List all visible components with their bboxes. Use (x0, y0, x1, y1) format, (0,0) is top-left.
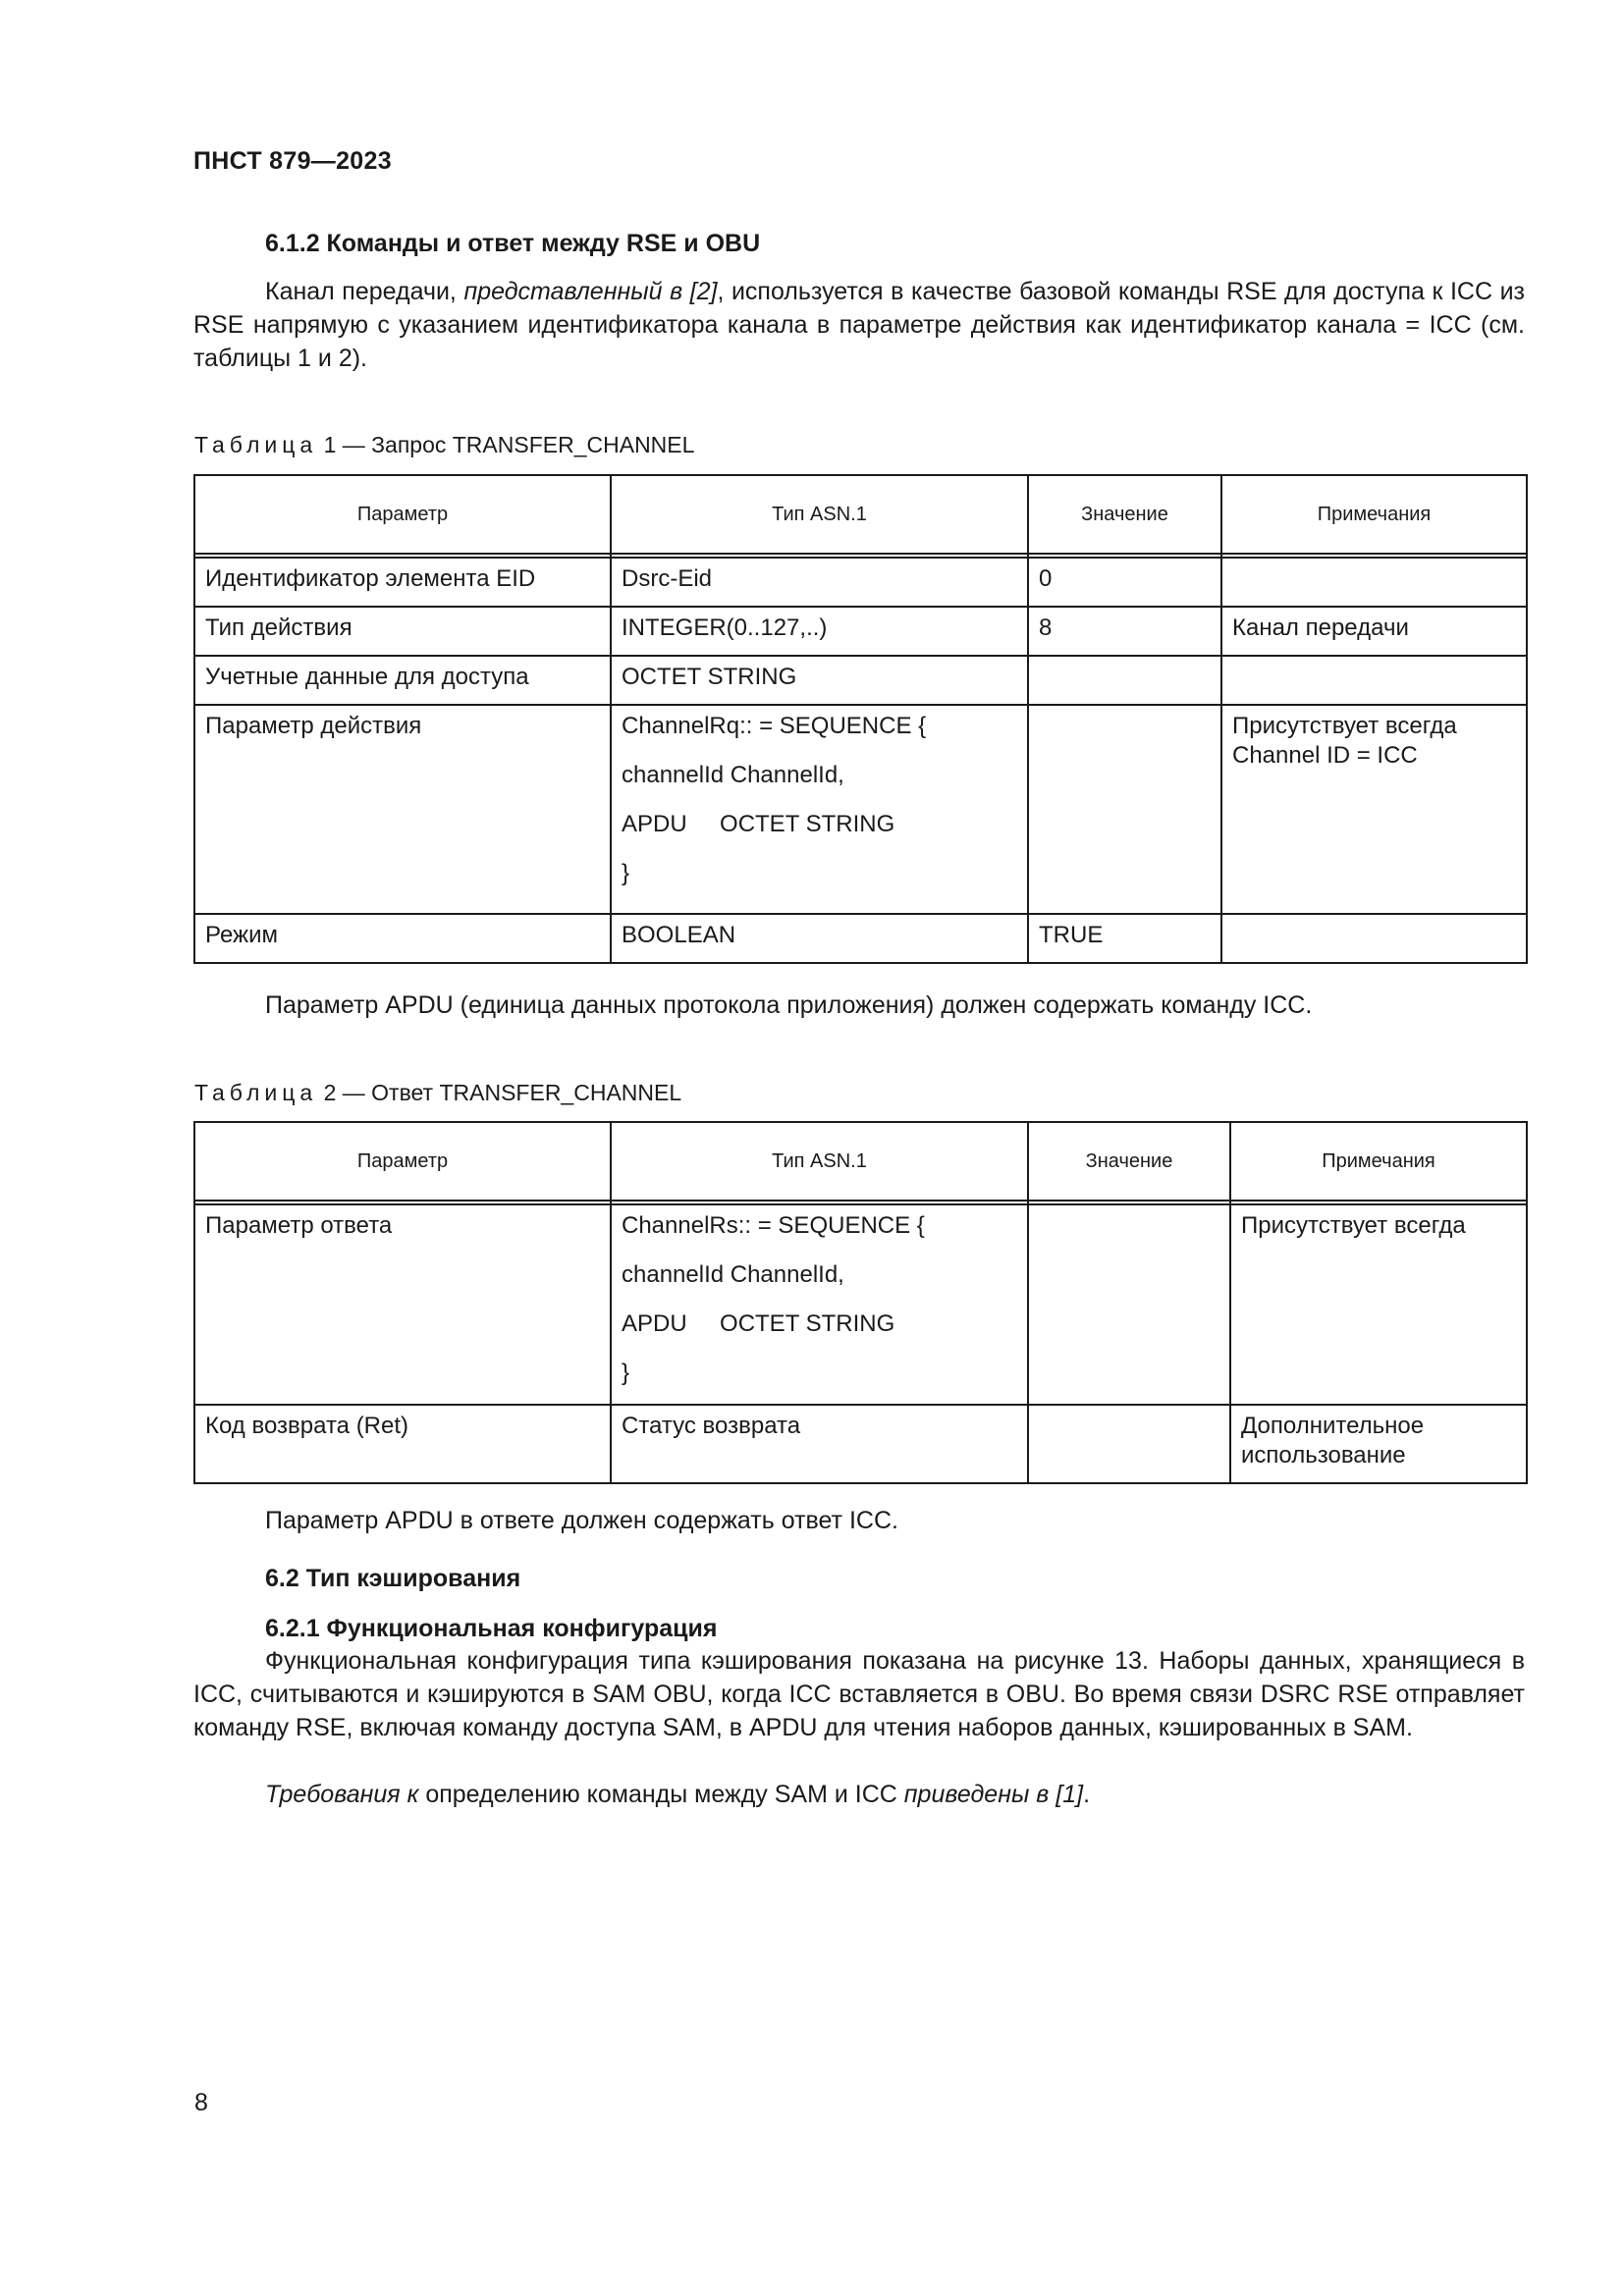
caption-label: Таблица (194, 432, 318, 457)
table-row (194, 705, 1527, 914)
text-run: . (1083, 1781, 1091, 1808)
table-cell (1028, 1405, 1230, 1483)
column-header: Примечания (1230, 1122, 1527, 1201)
requirements-paragraph (265, 1778, 1090, 1811)
reference-italic: представленный в [2] (463, 278, 718, 305)
column-header: Примечания (1221, 475, 1527, 554)
table-row (194, 607, 1527, 656)
code-line: APDU OCTET STRING (622, 811, 895, 837)
code-line: } (622, 860, 630, 886)
note-line: Channel ID = ICC (1232, 742, 1418, 769)
table-cell: Параметр ответа (194, 1204, 611, 1405)
table-2-caption (194, 1080, 681, 1106)
table-cell: INTEGER(0..127,..) (611, 607, 1028, 656)
table-2 (193, 1121, 1528, 1484)
code-line: channelId ChannelId, (622, 762, 844, 788)
column-header: Параметр (194, 1122, 611, 1201)
table-cell: OCTET STRING (611, 656, 1028, 705)
column-header: Параметр (194, 475, 611, 554)
table-cell (1221, 656, 1527, 705)
table-cell (1028, 1204, 1230, 1405)
apdu-command-paragraph: Параметр APDU (единица данных протокола приложения) должен содержать команду ICC. (265, 991, 1313, 1019)
table-2-header-row (194, 1122, 1527, 1201)
table-cell-code (611, 705, 1028, 914)
table-cell: Тип действия (194, 607, 611, 656)
table-cell: Канал передачи (1221, 607, 1527, 656)
table-cell: TRUE (1028, 914, 1221, 963)
document-header: ПНСТ 879—2023 (193, 147, 392, 175)
table-cell: 0 (1028, 558, 1221, 607)
table-cell (1221, 914, 1527, 963)
section-6-2-1-paragraph: Функциональная конфигурация типа кэширования показана на рисунке 13. Наборы данных, хранящиеся в ICC, считываются и кэшируются в SAM OBU, когда ICC вставляется в OBU. Во время связи DSRC RSE отправляет команду RSE, включая команду доступа SAM, в APDU для чтения наборов данных, кэшированных в SAM. (193, 1647, 1525, 1741)
table-cell: Параметр действия (194, 705, 611, 914)
text-run: определению команды между SAM и ICC (418, 1781, 904, 1808)
table-cell: Код возврата (Ret) (194, 1405, 611, 1483)
table-1-caption (194, 432, 694, 458)
caption-title: 2 — Ответ TRANSFER_CHANNEL (317, 1080, 682, 1105)
column-header: Значение (1028, 475, 1221, 554)
table-1-header-row (194, 475, 1527, 554)
table-cell-code (611, 1204, 1028, 1405)
table-row (194, 1405, 1527, 1483)
code-line: APDU OCTET STRING (622, 1310, 895, 1337)
table-cell (1221, 705, 1527, 914)
table-row (194, 914, 1527, 963)
apdu-response-paragraph: Параметр APDU в ответе должен содержать ответ ICC. (265, 1507, 898, 1534)
section-6-1-2-heading: 6.1.2 Команды и ответ между RSE и OBU (265, 230, 761, 257)
table-cell: Дополнительное использование (1230, 1405, 1527, 1483)
table-cell: Dsrc-Eid (611, 558, 1028, 607)
caption-title: 1 — Запрос TRANSFER_CHANNEL (317, 432, 695, 457)
table-cell: Присутствует всегда (1230, 1204, 1527, 1405)
table-cell: Идентификатор элемента EID (194, 558, 611, 607)
section-6-2-1-heading: 6.2.1 Функциональная конфигурация (265, 1615, 718, 1642)
caption-label: Таблица (194, 1080, 318, 1105)
table-cell: BOOLEAN (611, 914, 1028, 963)
column-header: Значение (1028, 1122, 1230, 1201)
page-number: 8 (194, 2089, 208, 2116)
section-6-1-2-paragraph (193, 275, 1525, 375)
text-italic: Требования к (265, 1781, 419, 1808)
table-cell: 8 (1028, 607, 1221, 656)
code-line: channelId ChannelId, (622, 1261, 844, 1288)
code-line: ChannelRs:: = SEQUENCE { (622, 1212, 925, 1239)
table-cell (1028, 705, 1221, 914)
table-row (194, 656, 1527, 705)
column-header: Тип ASN.1 (611, 1122, 1028, 1201)
code-line: } (622, 1360, 630, 1386)
table-row (194, 558, 1527, 607)
code-line: ChannelRq:: = SEQUENCE { (622, 713, 927, 739)
section-6-2-heading: 6.2 Тип кэширования (265, 1565, 521, 1592)
reference-italic: приведены в [1] (903, 1781, 1084, 1808)
table-cell (1028, 656, 1221, 705)
table-1 (193, 474, 1528, 964)
text-run: Канал передачи, (265, 278, 464, 305)
text-run: , используется в качестве базовой команды RSE для доступа к ICC из RSE напрямую с указанием идентификатора канала в параметре действия как идентификатор канала = ICC (см. таблицы 1 и 2). (193, 278, 1525, 372)
table-cell: Учетные данные для доступа (194, 656, 611, 705)
table-row (194, 1204, 1527, 1405)
column-header: Тип ASN.1 (611, 475, 1028, 554)
table-cell: Режим (194, 914, 611, 963)
note-line: Присутствует всегда (1232, 713, 1457, 739)
table-cell: Статус возврата (611, 1405, 1028, 1483)
table-cell (1221, 558, 1527, 607)
